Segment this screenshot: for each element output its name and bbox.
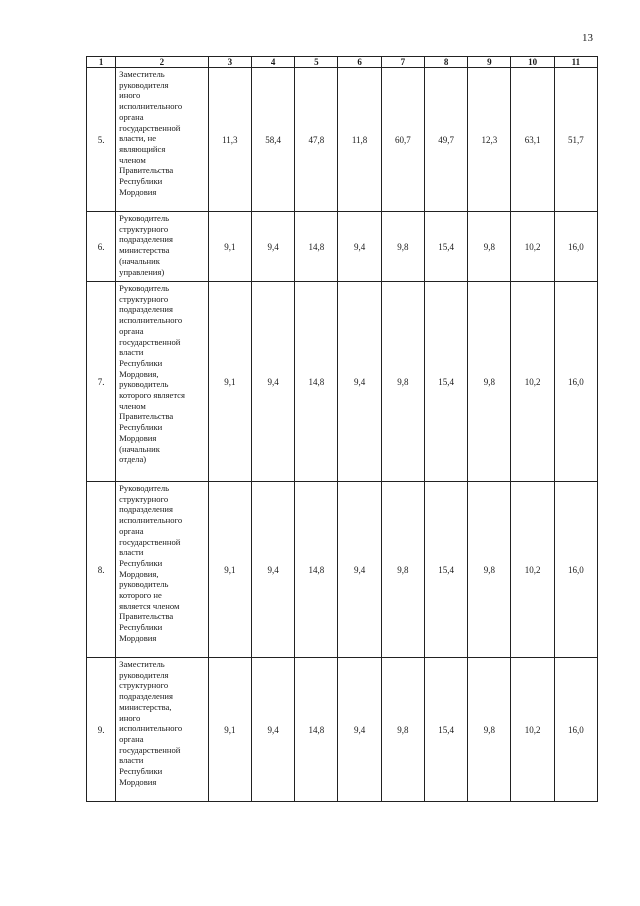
column-header: 6 <box>338 57 381 68</box>
value-cell: 10,2 <box>511 282 554 482</box>
position-title: Заместитель руководителя структурного подразделения министерства, иного исполнительного органа государственной власти Республики Мордовия <box>116 658 209 802</box>
value-cell: 14,8 <box>295 212 338 282</box>
value-cell: 58,4 <box>251 68 294 212</box>
value-cell: 10,2 <box>511 658 554 802</box>
value-cell: 51,7 <box>554 68 597 212</box>
column-header: 7 <box>381 57 424 68</box>
column-header: 5 <box>295 57 338 68</box>
value-cell: 9,1 <box>208 482 251 658</box>
value-cell: 16,0 <box>554 482 597 658</box>
row-number: 6. <box>87 212 116 282</box>
value-cell: 9,8 <box>381 658 424 802</box>
column-header: 3 <box>208 57 251 68</box>
position-title: Руководитель структурного подразделения исполнительного органа государственной власти Республики Мордовия, руководитель которого не является членом Правительства Республики Мордовия <box>116 482 209 658</box>
value-cell: 9,8 <box>468 282 511 482</box>
header-row <box>87 57 598 68</box>
column-header: 2 <box>116 57 209 68</box>
table-row <box>87 68 598 212</box>
page-number: 13 <box>582 32 593 44</box>
value-cell: 9,1 <box>208 212 251 282</box>
table-row <box>87 658 598 802</box>
value-cell: 16,0 <box>554 658 597 802</box>
value-cell: 10,2 <box>511 482 554 658</box>
row-number: 7. <box>87 282 116 482</box>
value-cell: 16,0 <box>554 212 597 282</box>
value-cell: 9,4 <box>338 658 381 802</box>
value-cell: 9,8 <box>468 482 511 658</box>
value-cell: 9,4 <box>338 212 381 282</box>
column-header: 4 <box>251 57 294 68</box>
value-cell: 9,8 <box>468 658 511 802</box>
value-cell: 9,8 <box>468 212 511 282</box>
value-cell: 49,7 <box>424 68 467 212</box>
position-title: Заместитель руководителя иного исполнительного органа государственной власти, не являющийся членом Правительства Республики Мордовия <box>116 68 209 212</box>
value-cell: 9,8 <box>381 482 424 658</box>
column-header: 11 <box>554 57 597 68</box>
row-number: 5. <box>87 68 116 212</box>
value-cell: 9,4 <box>251 212 294 282</box>
position-title: Руководитель структурного подразделения министерства (начальник управления) <box>116 212 209 282</box>
salary-table <box>86 56 598 802</box>
value-cell: 9,8 <box>381 212 424 282</box>
column-header: 9 <box>468 57 511 68</box>
table-row <box>87 212 598 282</box>
position-title: Руководитель структурного подразделения исполнительного органа государственной власти Республики Мордовия, руководитель которого является членом Правительства Республики Мордовия (начальник отдела) <box>116 282 209 482</box>
table-row <box>87 482 598 658</box>
value-cell: 9,4 <box>251 482 294 658</box>
value-cell: 63,1 <box>511 68 554 212</box>
value-cell: 10,2 <box>511 212 554 282</box>
row-number: 9. <box>87 658 116 802</box>
value-cell: 15,4 <box>424 482 467 658</box>
value-cell: 12,3 <box>468 68 511 212</box>
value-cell: 9,4 <box>251 282 294 482</box>
value-cell: 9,4 <box>338 282 381 482</box>
value-cell: 9,4 <box>251 658 294 802</box>
value-cell: 11,8 <box>338 68 381 212</box>
table-row <box>87 282 598 482</box>
value-cell: 47,8 <box>295 68 338 212</box>
value-cell: 9,8 <box>381 282 424 482</box>
value-cell: 16,0 <box>554 282 597 482</box>
value-cell: 9,1 <box>208 282 251 482</box>
value-cell: 60,7 <box>381 68 424 212</box>
column-header: 10 <box>511 57 554 68</box>
value-cell: 14,8 <box>295 482 338 658</box>
column-header: 1 <box>87 57 116 68</box>
value-cell: 11,3 <box>208 68 251 212</box>
value-cell: 9,1 <box>208 658 251 802</box>
column-header: 8 <box>424 57 467 68</box>
value-cell: 14,8 <box>295 282 338 482</box>
value-cell: 9,4 <box>338 482 381 658</box>
value-cell: 14,8 <box>295 658 338 802</box>
row-number: 8. <box>87 482 116 658</box>
value-cell: 15,4 <box>424 658 467 802</box>
value-cell: 15,4 <box>424 282 467 482</box>
value-cell: 15,4 <box>424 212 467 282</box>
